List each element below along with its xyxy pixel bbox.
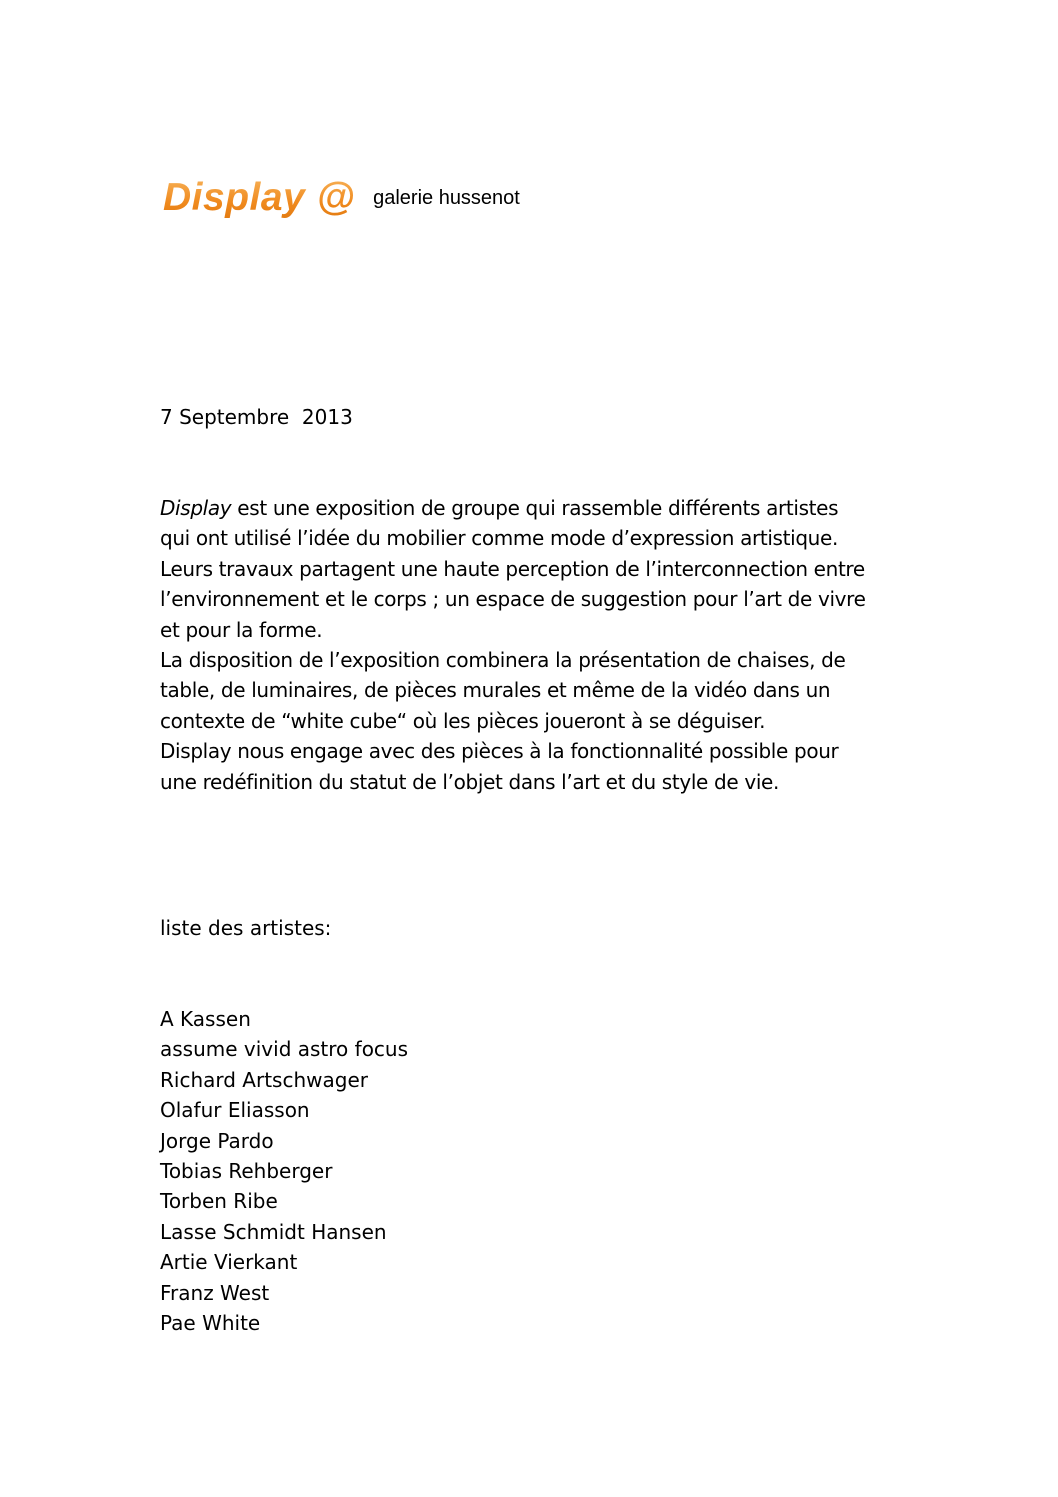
artist-item: assume vivid astro focus: [160, 1037, 409, 1062]
artist-item: Olafur Eliasson: [160, 1098, 310, 1123]
artists-list: [160, 1004, 408, 1338]
artist-item: Torben Ribe: [160, 1189, 278, 1214]
exhibition-date: 7 Septembre 2013: [160, 405, 353, 429]
description-line: Leurs travaux partagent une haute perception de l’interconnection entre: [160, 556, 865, 581]
description-line: une redéfinition du statut de l’objet dans l’art et du style de vie.: [160, 769, 779, 794]
page-header: [163, 176, 520, 220]
artist-item: A Kassen: [160, 1007, 251, 1031]
artist-item: Artie Vierkant: [160, 1250, 298, 1275]
artists-list-title: liste des artistes:: [160, 916, 332, 940]
brand-logo: Display @: [163, 176, 356, 219]
description-line: l’environnement et le corps ; un espace de suggestion pour l’art de vivre: [160, 587, 866, 612]
artist-item: Pae White: [160, 1311, 261, 1336]
exhibition-description: [160, 493, 920, 797]
artist-item: Tobias Rehberger: [160, 1159, 333, 1184]
description-line: contexte de “white cube“ où les pièces joueront à se déguiser.: [160, 708, 766, 733]
description-line: Display nous engage avec des pièces à la fonctionnalité possible pour: [160, 739, 839, 764]
description-line: et pour la forme.: [160, 617, 323, 642]
description-line: table, de luminaires, de pièces murales et même de la vidéo dans un: [160, 678, 831, 703]
description-line: qui ont utilisé l’idée du mobilier comme mode d’expression artistique.: [160, 526, 838, 551]
artist-item: Franz West: [160, 1280, 270, 1305]
description-line: La disposition de l’exposition combinera la présentation de chaises, de: [160, 648, 846, 673]
artist-item: Richard Artschwager: [160, 1067, 368, 1092]
artist-item: Jorge Pardo: [160, 1128, 274, 1153]
description-lead-italic: Display: [160, 496, 232, 520]
gallery-name: galerie hussenot: [373, 187, 520, 209]
description-line: [160, 493, 920, 523]
artist-item: Lasse Schmidt Hansen: [160, 1219, 387, 1244]
description-line-text: est une exposition de groupe qui rassemble différents artistes: [231, 496, 839, 520]
